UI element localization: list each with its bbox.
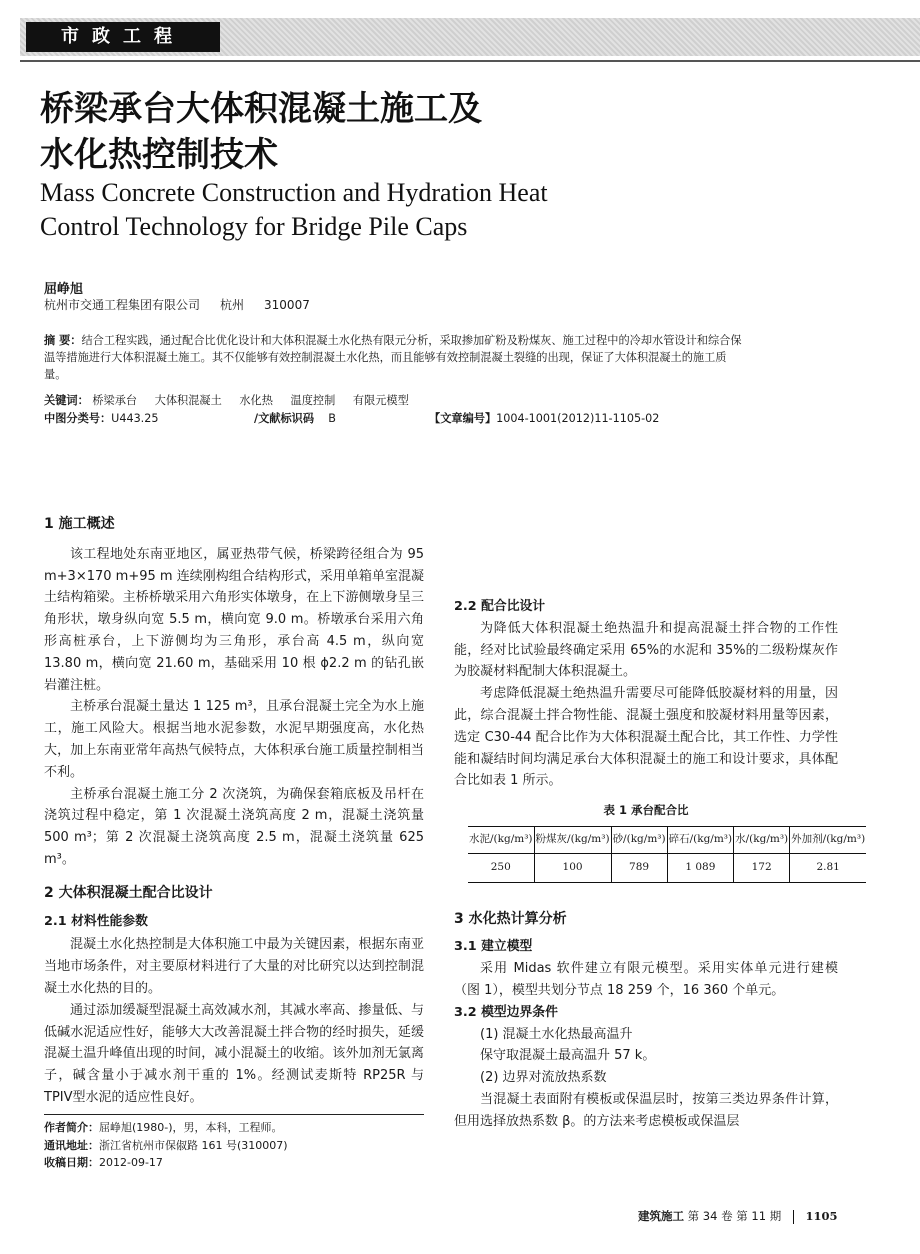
footnote-rule <box>44 1114 424 1115</box>
keywords-label: 关键词： <box>44 394 89 407</box>
paragraph: 为降低大体积混凝土绝热温升和提高混凝土拌合物的工作性能，经对比试验最终确定采用 65%的水泥和 35%的二级粉煤灰作为胶凝材料配制大体积混凝土。 <box>454 620 838 680</box>
doc-code-value: B <box>328 412 336 425</box>
table-cell: 2.81 <box>790 853 867 882</box>
list-item: (2) 边界对流放热系数 <box>480 1070 607 1086</box>
affiliation-zip: 310007 <box>264 298 310 312</box>
table-header: 外加剂/(kg/m³) <box>790 826 867 853</box>
table-cell: 100 <box>534 853 611 882</box>
subsection-heading: 2.2 配合比设计 <box>454 599 546 614</box>
table-cell: 789 <box>611 853 667 882</box>
affiliation <box>44 296 330 313</box>
list-item: (1) 混凝土水化热最高温升 <box>480 1026 633 1042</box>
footer-divider <box>793 1210 794 1224</box>
table-title: 表 1 承台配合比 <box>603 803 689 818</box>
subsection-heading: 3.1 建立模型 <box>454 939 533 955</box>
affiliation-org: 杭州市交通工程集团有限公司 <box>44 298 201 312</box>
footnote-address-text: 浙江省杭州市保俶路 161 号(310007) <box>99 1138 288 1152</box>
footnote-date-text: 2012-09-17 <box>99 1156 163 1169</box>
keyword: 水化热 <box>239 394 273 407</box>
keyword: 桥梁承台 <box>92 394 138 407</box>
keyword: 有限元模型 <box>352 394 409 407</box>
section-heading: 2 大体积混凝土配合比设计 <box>44 884 213 901</box>
article-number-label: 【文章编号】 <box>429 412 497 425</box>
abstract <box>44 332 744 383</box>
table-cell: 250 <box>468 853 534 882</box>
paragraph: 当混凝土表面附有模板或保温层时，按第三类边界条件计算，但用选择放热系数 β。的方法来考虑模板或保温层 <box>454 1091 838 1129</box>
paragraph: 混凝土水化热控制是大体积施工中最为关键因素，根据东南亚当地市场条件，对主要原材料进行了大量的对比研究以达到控制混凝土水化热的目的。 <box>44 937 424 996</box>
paragraph: 考虑降低混凝土绝热温升需要尽可能降低胶凝材料的用量，因此，综合混凝土拌合物性能、混凝土强度和胶凝材料用量等因素，选定 C30-44 配合比作为大体积混凝土配合比，其工作性、力学性能和凝结时间均满足承台大体积混凝土的施工和设计要求，具体配合比如表 1 所示。 <box>454 686 838 789</box>
table-header: 水泥/(kg/m³) <box>468 826 534 853</box>
affiliation-city: 杭州 <box>220 298 245 312</box>
table-header: 粉煤灰/(kg/m³) <box>534 826 611 853</box>
title-english: Mass Concrete Construction and Hydration Heat Control Technology for Bridge Pile Caps <box>40 178 548 241</box>
footnote-author-label: 作者简介： <box>44 1121 99 1134</box>
paragraph: 该工程地处东南亚地区，属亚热带气候，桥梁跨径组合为 95 m+3×170 m+95 m 连续刚构组合结构形式，采用单箱单室混凝土结构箱梁。主桥桥墩采用六角形实体墩身，在上下游侧墩身呈三角形状，墩身纵向宽 5.5 m，横向宽 9.0 m。桥墩承台采用六角形高桩承台，上下游侧均为三角形，承台高 4.5 m，纵向宽 13.80 m，横向宽 21.60 m，基础采用 10 根 ϕ2.2 m 的钻孔嵌岩灌注桩。 <box>44 546 424 693</box>
journal-volume: 第 34 卷 第 11 期 <box>687 1209 782 1223</box>
author-name: 屈峥旭 <box>44 282 84 297</box>
keyword: 温度控制 <box>290 394 336 407</box>
mix-ratio-table <box>468 826 866 883</box>
paragraph: 主桥承台混凝土施工分 2 次浇筑，为确保套箱底板及吊杆在浇筑过程中稳定，第 1 次混凝土浇筑高度 2 m，混凝土浇筑量 500 m³；第 2 次混凝土浇筑高度 2.5 m，混凝土浇筑量 625 m³。 <box>44 786 424 867</box>
footnote-address-label: 通讯地址： <box>44 1138 99 1152</box>
article-number-value: 1004-1001(2012)11-1105-02 <box>496 412 660 425</box>
journal-name: 建筑施工 <box>638 1209 684 1223</box>
clc-value: U443.25 <box>111 412 159 425</box>
table-cell: 172 <box>734 853 790 882</box>
left-column <box>44 514 424 1109</box>
paragraph: 主桥承台混凝土量达 1 125 m³，且承台混凝土完全为水上施工，施工风险大。根据当地水泥参数，水泥早期强度高，水化热大，加上东南亚常年高热气候特点，大体积承台施工质量控制相当不利。 <box>44 699 424 780</box>
abstract-label: 摘 要： <box>44 334 82 347</box>
paragraph: 保守取混凝土最高温升 57 k。 <box>480 1048 656 1064</box>
table-header: 水/(kg/m³) <box>734 826 790 853</box>
footnote-author-text: 屈峥旭(1980-)，男，本科，工程师。 <box>99 1121 283 1134</box>
doc-code-label: /文献标识码 <box>254 412 315 425</box>
paragraph: 采用 Midas 软件建立有限元模型。采用实体单元进行建模（图 1），模型共划分节点 18 259 个，16 360 个单元。 <box>454 961 838 998</box>
table-header: 砂/(kg/m³) <box>611 826 667 853</box>
section-heading: 1 施工概述 <box>44 516 115 532</box>
abstract-text: 结合工程实践，通过配合比优化设计和大体积混凝土水化热有限元分析，采取掺加矿粉及粉煤灰、施工过程中的冷却水管设计和综合保温等措施进行大体积混凝土施工。其不仅能够有效控制混凝土水化热，而且能够有效控制混凝土裂缝的出现，保证了大体积混凝土的施工质量。 <box>44 334 742 381</box>
section-heading: 3 水化热计算分析 <box>454 910 567 927</box>
page-number: 1105 <box>805 1209 838 1223</box>
title-chinese: 桥梁承台大体积混凝土施工及 水化热控制技术 <box>40 89 482 175</box>
footnote-date-label: 收稿日期： <box>44 1156 99 1169</box>
header-rule <box>20 60 920 62</box>
keywords <box>44 392 423 408</box>
footnote <box>44 1119 424 1172</box>
table-header: 碎石/(kg/m³) <box>667 826 734 853</box>
section-tag: 市政工程 <box>26 22 220 52</box>
classification-line <box>44 410 734 426</box>
page-footer <box>638 1208 838 1224</box>
right-column <box>454 496 866 1133</box>
paragraph: 通过添加缓凝型混凝土高效减水剂，其减水率高、掺量低、与低碱水泥适应性好，能够大大改善混凝土拌合物的经时损失，延缓混凝土温升峰值出现的时间，减小混凝土的收缩。该外加剂无氯离子，碱含量小于减水剂干重的 1%。经测试麦斯特 RP25R 与 TPIⅤ型水泥的适应性良好。 <box>44 1002 424 1105</box>
keyword: 大体积混凝土 <box>154 394 222 407</box>
subsection-heading: 2.1 材料性能参数 <box>44 913 148 929</box>
clc-label: 中图分类号： <box>44 412 112 425</box>
subsection-heading: 3.2 模型边界条件 <box>454 1004 558 1020</box>
table-cell: 1 089 <box>667 853 734 882</box>
